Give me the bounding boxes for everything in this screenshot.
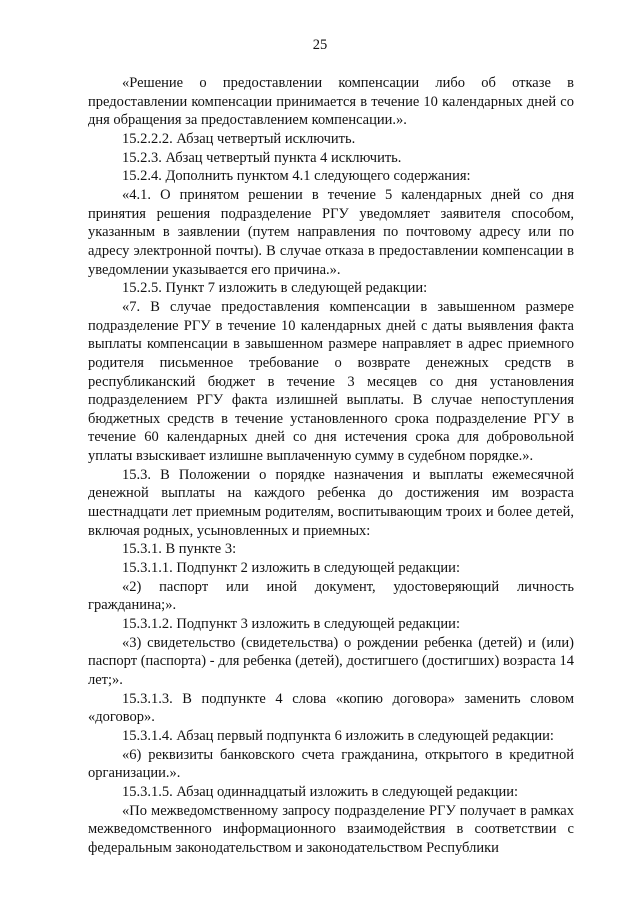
paragraph-15-3-1-1: 15.3.1.1. Подпункт 2 изложить в следующей редакции: — [122, 560, 460, 577]
paragraph-15-3-1-3: 15.3.1.3. В подпункте 4 слова «копию договора» заменить словом «договор». — [88, 690, 574, 726]
paragraph-15-3-1-5: 15.3.1.5. Абзац одиннадцатый изложить в следующей редакции: — [122, 783, 519, 800]
paragraph-point-4-1-quote: «4.1. О принятом решении в течение 5 календарных дней со дня принятия решения подразделение РГУ уведомляет заявителя способом, указанным в заявлении (путем направления по почтовому адресу или по адресу электронной почты). В случае отказа в предоставлении компенсации в уведомлении указывается его причина.». — [88, 186, 574, 278]
paragraph-subpoint-3-quote: «3) свидетельство (свидетельства) о рождении ребенка (детей) и (или) паспорт (паспорта) - для ребенка (детей), достигшего (достигших) возраста 14 лет;». — [88, 634, 574, 688]
paragraph-15-3: 15.3. В Положении о порядке назначения и выплаты ежемесячной денежной выплаты на каждого ребенка до достижения им возраста шестнадцати лет приемным родителям, воспитывающим троих и более детей, включая родных, усыновленных и приемных: — [88, 466, 574, 539]
paragraph-interagency-quote: «По межведомственному запросу подразделение РГУ получает в рамках межведомственного информационного взаимодействия в соответствии с федеральным законодательством и законодательством Республики — [88, 802, 574, 856]
paragraph-15-3-1-2: 15.3.1.2. Подпункт 3 изложить в следующей редакции: — [122, 616, 460, 633]
paragraph-subpoint-2-quote: «2) паспорт или иной документ, удостоверяющий личность гражданина;». — [88, 578, 574, 614]
paragraph-15-3-1-4: 15.3.1.4. Абзац первый подпункта 6 изложить в следующей редакции: — [122, 727, 554, 744]
paragraph-15-3-1: 15.3.1. В пункте 3: — [122, 541, 237, 558]
page-number: 25 — [312, 37, 328, 53]
paragraph-decision-quote: «Решение о предоставлении компенсации либо об отказе в предоставлении компенсации принимается в течение 10 календарных дней со дня обращения за предоставлением компенсации.». — [88, 75, 574, 129]
paragraph-15-2-4: 15.2.4. Дополнить пунктом 4.1 следующего содержания: — [122, 168, 471, 185]
paragraph-15-2-3: 15.2.3. Абзац четвертый пункта 4 исключить. — [122, 149, 402, 166]
paragraph-point-7-quote: «7. В случае предоставления компенсации в завышенном размере подразделение РГУ в течение 10 календарных дней с даты выявления факта выплаты компенсации в завышенном размере направляет в адрес приемного родителя письменное требование о возврате денежных средств в республиканский бюджет в течение 3 месяцев со дня установления подразделением РГУ факта излишней выплаты. В случае непоступления бюджетных средств в течение установленного срока подразделение РГУ в течение 60 календарных дней со дня истечения срока для добровольной уплаты взыскивает излишне выплаченную сумму в судебном порядке.». — [88, 298, 574, 465]
paragraph-15-2-2-2: 15.2.2.2. Абзац четвертый исключить. — [122, 130, 356, 147]
document-body — [88, 74, 574, 858]
paragraph-15-2-5: 15.2.5. Пункт 7 изложить в следующей редакции: — [122, 280, 428, 297]
paragraph-subpoint-6-quote: «6) реквизиты банковского счета гражданина, открытого в кредитной организации.». — [88, 746, 574, 782]
